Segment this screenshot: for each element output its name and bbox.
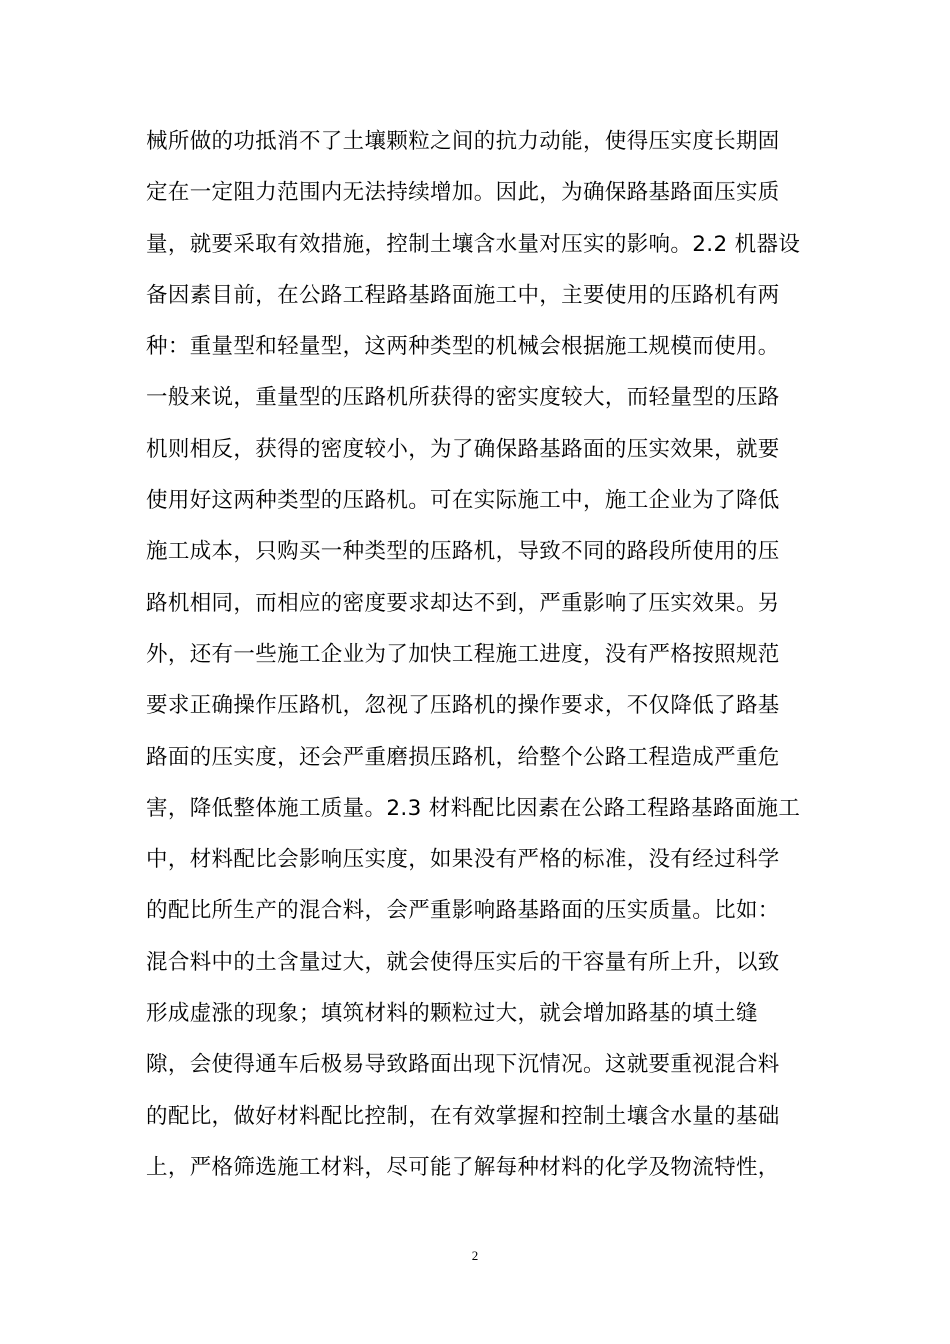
text-line: 要求正确操作压路机，忽视了压路机的操作要求，不仅降低了路基 (146, 693, 780, 719)
text-line: 外，还有一些施工企业为了加快工程施工进度，没有严格按照规范 (146, 641, 780, 667)
text-line: 使用好这两种类型的压路机。可在实际施工中，施工企业为了降低 (146, 488, 780, 514)
text-line: 隙，会使得通车后极易导致路面出现下沉情况。这就要重视混合料 (146, 1052, 780, 1078)
text-line: 量，就要采取有效措施，控制土壤含水量对压实的影响。2.2 机器设 (146, 231, 801, 257)
text-line: 形成虚涨的现象；填筑材料的颗粒过大，就会增加路基的填土缝 (146, 1001, 758, 1027)
text-line: 定在一定阻力范围内无法持续增加。因此，为确保路基路面压实质 (146, 180, 780, 206)
text-line: 的配比，做好材料配比控制，在有效掌握和控制土壤含水量的基础 (146, 1103, 780, 1129)
text-line: 种：重量型和轻量型，这两种类型的机械会根据施工规模而使用。 (146, 334, 780, 360)
text-line: 害，降低整体施工质量。2.3 材料配比因素在公路工程路基路面施工 (146, 795, 801, 821)
text-line: 混合料中的土含量过大，就会使得压实后的干容量有所上升，以致 (146, 949, 780, 975)
text-line: 一般来说，重量型的压路机所获得的密实度较大，而轻量型的压路 (146, 385, 780, 411)
text-line: 施工成本，只购买一种类型的压路机，导致不同的路段所使用的压 (146, 539, 780, 565)
text-line: 中，材料配比会影响压实度，如果没有严格的标准，没有经过科学 (146, 847, 780, 873)
text-line: 械所做的功抵消不了土壤颗粒之间的抗力动能，使得压实度长期固 (146, 129, 780, 154)
text-line: 路机相同，而相应的密度要求却达不到，严重影响了压实效果。另 (146, 590, 780, 616)
text-line: 备因素目前，在公路工程路基路面施工中，主要使用的压路机有两 (146, 282, 780, 308)
body-text (146, 116, 811, 1193)
page-number: 2 (471, 1248, 479, 1263)
text-line: 的配比所生产的混合料，会严重影响路基路面的压实质量。比如： (146, 898, 780, 924)
text-line: 路面的压实度，还会严重磨损压路机，给整个公路工程造成严重危 (146, 744, 780, 770)
text-line: 上，严格筛选施工材料，尽可能了解每种材料的化学及物流特性， (146, 1154, 780, 1180)
text-line: 机则相反，获得的密度较小，为了确保路基路面的压实效果，就要 (146, 436, 780, 462)
